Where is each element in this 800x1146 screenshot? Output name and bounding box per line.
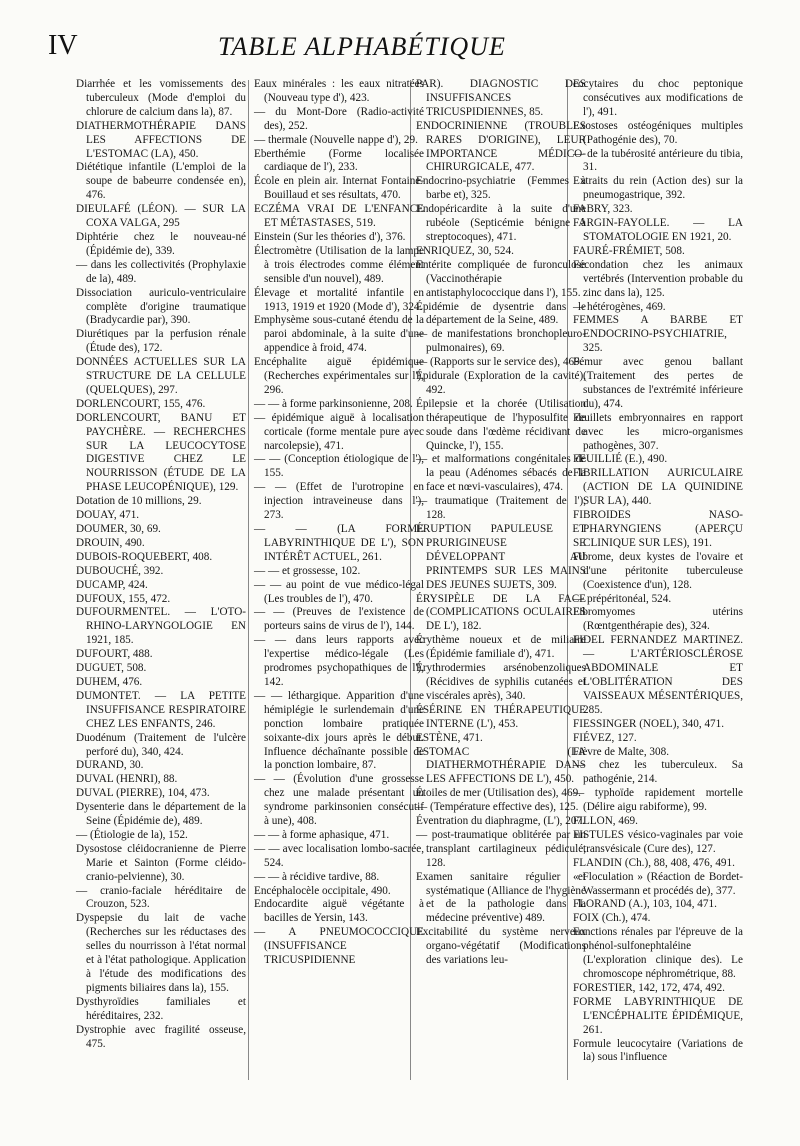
index-entry: Excitabilité du système nerveux organo-végétatif (Modifications des variations leu- [416, 926, 586, 967]
index-entry: ÉSÉRINE EN THÉRAPEUTIQUE INTERNE (L'), 453. [416, 703, 586, 730]
index-entry: FEMMES A BARBE ET ENDOCRINO-PSYCHIATRIE, 325. [573, 314, 743, 355]
index-entry: DIEULAFÉ (LÉON). — SUR LA COXA VALGA, 295 [76, 203, 246, 230]
index-entry: Érythrodermies arsénobenzoliques (Récidives de syphilis cutanées et viscérales après), 340. [416, 662, 586, 702]
index-entry: Fémur avec genou ballant (Traitement des pertes de substances de l'extrémité inférieure du), 474. [573, 356, 743, 410]
index-entry: Étoiles de mer (Utilisation des), 469. [416, 787, 581, 800]
index-entry: Électromètre (Utilisation de la lampe à trois électrodes comme élément sensible d'un nouvel), 489. [254, 244, 424, 285]
index-entry: Entérite compliquée de furonculose (Vaccinothérapie antistaphylococcique dans l'), 155. [416, 258, 586, 299]
index-entry: ÉRUPTION PAPULEUSE ET PRURIGINEUSE SE DÉVELOPPANT AU PRINTEMPS SUR LES MAINS DES JEUNES SUJETS, 309. [416, 523, 586, 591]
index-entry: — — (LA FORME LABYRINTHIQUE DE L'), SON INTÉRÊT ACTUEL, 261. [254, 523, 424, 563]
index-entry: Einstein (Sur les théories d'), 376. [254, 230, 406, 243]
index-entry: — (Température effective des), 125. [416, 801, 579, 814]
index-entry: Encéphalite aiguë épidémique (Recherches expérimentales sur l'), 296. [254, 356, 424, 396]
column-divider [248, 80, 249, 1080]
index-entry: DUHEM, 476. [76, 675, 143, 688]
index-entry: — thermale (Nouvelle nappe d'), 29. [254, 133, 418, 146]
index-entry: — et malformations congénitales de la peau (Adénomes sébacés de la face et nœvi-vasculaires), 474. [416, 453, 586, 494]
index-entry: Dysenterie dans le département de la Seine (Épidémie de), 489. [76, 801, 246, 828]
index-entry: DOUMER, 30, 69. [76, 523, 161, 535]
index-entry: Érythème noueux et de miliaire (Épidémie familiale d'), 471. [416, 634, 586, 661]
page-folio: IV [48, 30, 78, 61]
index-entry: ENRIQUEZ, 30, 524. [416, 244, 514, 257]
index-entry: Formule leucocytaire (Variations de la) sous l'influence [573, 1037, 743, 1064]
index-entry: Diététique infantile (L'emploi de la soupe de babeurre condensée en), 476. [76, 161, 246, 202]
index-entry: DUBOUCHÉ, 392. [76, 564, 164, 577]
index-entry: — traumatique (Traitement de l'), 128. [416, 495, 586, 522]
index-entry: Dyspepsie du lait de vache (Recherches sur les réductases des selles du nourrisson à l'état normal et à l'état pathologique. Application à l'étude des modifications des pigments biliaires dans la), 155. [76, 912, 246, 994]
index-entry: FORME LABYRINTHIQUE DE L'ENCÉPHALITE ÉPIDÉMIQUE, 261. [573, 995, 743, 1036]
index-entry: Diarrhée et les vomissements des tuberculeux (Mode d'emploi du chlorure de calcium dans la), 87. [76, 78, 246, 118]
index-entry: DROUIN, 490. [76, 536, 145, 549]
index-entry: — post-traumatique oblitérée par un transplant cartilagineux pédiculé, 128. [416, 828, 586, 869]
index-entry: ESTÈNE, 471. [416, 731, 483, 744]
index-entry: FISTULES vésico-vaginales par voie transvésicale (Cure des), 127. [573, 828, 743, 855]
running-title: TABLE ALPHABÉTIQUE [218, 32, 506, 61]
index-entry: DUFOUX, 155, 472. [76, 592, 171, 605]
index-entry: FLANDIN (Ch.), 88, 408, 476, 491. [573, 856, 735, 869]
index-entry: Dissociation auriculo-ventriculaire complète d'origine traumatique (Bradycardie par), 390. [76, 286, 246, 327]
index-entry: DUBOIS-ROQUEBERT, 408. [76, 550, 213, 563]
index-entry: Fibrome, deux kystes de l'ovaire et d'une péritonite tuberculeuse (Coexistence d'un), 128. [573, 550, 743, 591]
index-entry: Feuillets embryonnaires en rapport avec les micro-organismes pathogènes, 307. [573, 411, 743, 452]
index-entry: École en plein air. Internat Fontaine-Bouillaud et ses résultats, 470. [254, 175, 424, 202]
index-entry: FLORAND (A.), 103, 104, 471. [573, 898, 717, 911]
index-entry: Dysostose cléidocranienne de Pierre Marie et Sainton (Forme cléido-cranio-pelvienne), 30. [76, 842, 246, 883]
index-entry: Fibromyomes utérins (Rœntgenthérapie des), 324. [573, 606, 743, 633]
index-entry: Exostoses ostéogéniques multiples (Pathogénie des), 70. [573, 119, 743, 146]
index-entry: Dysthyroïdies familiales et héréditaires, 232. [76, 995, 246, 1022]
index-entry: DUVAL (PIERRE), 104, 473. [76, 787, 210, 800]
index-entry: — de la tubérosité antérieure du tibia, 31. [573, 147, 743, 174]
index-entry: — — (Preuves de l'existence de porteurs sains de virus de l'), 144. [254, 606, 424, 633]
index-entry: — cranio-faciale héréditaire de Crouzon, 523. [76, 884, 246, 911]
index-entry: DORLENCOURT, 155, 476. [76, 397, 206, 410]
index-entry: Eaux minérales : les eaux nitratées (Nouveau type d'), 423. [254, 78, 424, 104]
index-entry: DONNÉES ACTUELLES SUR LA STRUCTURE DE LA CELLULE (QUELQUES), 297. [76, 356, 246, 396]
index-column-2 [254, 78, 424, 968]
index-entry: ESTOMAC (LA DIATHERMOTHÉRAPIE DANS LES AFFECTIONS DE L'), 450. [416, 745, 586, 786]
index-entry: — — léthargique. Apparition d'une hémiplégie le surlendemain d'une ponction lombaire pratiquée soixante-dix jours après le début. Influence déchaînante possible de la ponction lombaire, 87. [254, 689, 424, 772]
index-entry: Encéphalocèle occipitale, 490. [254, 884, 391, 897]
index-entry: FABRY, 323. [573, 203, 633, 216]
index-entry: Épidémie de dysentrie dans le département de la Seine, 489. [416, 300, 586, 327]
index-entry: — — à forme parkinsonienne, 208. [254, 397, 413, 410]
index-entry: FIDEL FERNANDEZ MARTINEZ. — L'ARTÉRIOSCLÉROSE ABDOMINALE ET L'OBLITÉRATION DES VAISSEAUX MÉSENTÉRIQUES, 285. [573, 634, 743, 716]
index-entry: FIBROIDES NASO-PHARYNGIENS (APERÇU CLINIQUE SUR LES), 191. [573, 509, 743, 549]
index-entry: ECZÉMA VRAI DE L'ENFANCE ET MÉTASTASES, 519. [254, 203, 424, 230]
index-entry: FIESSINGER (NOEL), 340, 471. [573, 717, 725, 730]
index-entry: Fonctions rénales par l'épreuve de la phénol-sulfonephtaléine (L'exploration clinique des). Le chromoscope néphrométrique, 88. [573, 926, 743, 980]
index-entry: Emphysème sous-cutané étendu de la paroi abdominale, à la suite d'une appendice à froid, 474. [254, 314, 424, 355]
index-entry: FAURÉ-FRÉMIET, 508. [573, 244, 685, 257]
index-entry: Duodénum (Traitement de l'ulcère perforé du), 340, 424. [76, 731, 246, 758]
index-entry: Diurétiques par la perfusion rénale (Étude des), 172. [76, 328, 246, 355]
index-entry: Épilepsie et la chorée (Utilisation thérapeutique de l'hyposulfite de soude dans l'œdème récidivant de Quincke, l'), 155. [416, 397, 586, 452]
index-entry: — — (Conception étiologique de l'), 155. [254, 453, 424, 480]
index-column-4 [573, 78, 743, 1065]
index-entry: — chez les tuberculeux. Sa pathogénie, 214. [573, 759, 743, 786]
index-entry: — — avec localisation lombo-sacrée, 524. [254, 842, 424, 869]
index-column-3 [416, 78, 586, 968]
index-entry: — prépéritonéal, 524. [573, 592, 672, 605]
index-entry: — dans les collectivités (Prophylaxie de la), 489. [76, 258, 246, 285]
index-entry: DORLENCOURT, BANU ET PAYCHÈRE. — RECHERCHES SUR LA LEUCOCYTOSE DIGESTIVE CHEZ LE NOURRISSON (ÉTUDE DE LA PHASE LEUCOPÉNIQUE), 129. [76, 411, 246, 494]
index-entry: Dotation de 10 millions, 29. [76, 495, 202, 508]
page-header [48, 30, 758, 70]
index-entry: ÉRYSIPÈLE DE LA FACE (COMPLICATIONS OCULAIRES DE L'), 182. [416, 592, 586, 633]
index-entry: ENDOCRINIENNE (TROUBLES RARES D'ORIGINE), LEUR IMPORTANCE MÉDICO-CHIRURGICALE, 477. [416, 119, 586, 174]
index-entry: — — au point de vue médico-légal (Les troubles de l'), 470. [254, 578, 424, 605]
index-entry: FEUILLIÉ (E.), 490. [573, 453, 668, 466]
index-entry: — (Rapports sur le service des), 469. [416, 356, 583, 369]
index-entry: « Floculation » (Réaction de Bordet-Wassermann et procédés de), 377. [573, 870, 743, 897]
index-entry: — du Mont-Dore (Radio-activité des), 252. [254, 105, 424, 132]
index-entry: — — et grossesse, 102. [254, 564, 361, 577]
index-entry: Diphtérie chez le nouveau-né (Épidémie de), 339. [76, 230, 246, 257]
index-entry: — — (Évolution d'une grossesse chez une malade présentant un syndrome parkinsonien consécutif à une), 408. [254, 773, 424, 828]
index-entry: — — à récidive tardive, 88. [254, 870, 380, 883]
index-entry: Extraits du rein (Action des) sur la pneumogastrique, 392. [573, 175, 743, 202]
index-entry: — hétérogènes, 469. [573, 300, 666, 313]
index-entry: Éventration du diaphragme, (L'), 207. [416, 815, 585, 828]
index-entry: FOIX (Ch.), 474. [573, 912, 651, 925]
index-entry: cocytaires du choc peptonique consécutives aux modifications de l'), 491. [573, 78, 743, 118]
index-entry: — typhoïde rapidement mortelle (Délire aigu rabiforme), 99. [573, 787, 743, 814]
index-entry: Fécondation chez les animaux vertébrés (Intervention probable du zinc dans la), 125. [573, 258, 743, 299]
index-column-1 [76, 78, 246, 1051]
index-entry: DUGUET, 508. [76, 662, 147, 675]
index-entry: Endocrino-psychiatrie (Femmes à barbe et), 325. [416, 175, 586, 202]
index-entry: DUCAMP, 424. [76, 578, 148, 591]
index-entry: DIATHERMOTHÉRAPIE DANS LES AFFECTIONS DE L'ESTOMAC (LA), 450. [76, 119, 246, 160]
index-entry: FARGIN-FAYOLLE. — LA STOMATOLOGIE EN 1921, 20. [573, 217, 743, 243]
index-entry: Dystrophie avec fragilité osseuse, 475. [76, 1023, 246, 1050]
index-entry: — — (Effet de l'urotropine en injection intraveineuse dans l'), 273. [254, 481, 424, 522]
index-entry: DOUAY, 471. [76, 509, 140, 522]
index-entry: — — dans leurs rapports avec l'expertise médico-légale (Les prodromes psychopathiques de l'), 142. [254, 634, 424, 688]
index-entry: — — à forme aphasique, 471. [254, 828, 390, 841]
index-entry: DUMONTET. — LA PETITE INSUFFISANCE RESPIRATOIRE CHEZ LES ENFANTS, 246. [76, 689, 246, 730]
index-entry: — A PNEUMOCOCCIQUE (INSUFFISANCE TRICUSPIDIENNE [254, 926, 424, 967]
index-entry: DURAND, 30. [76, 759, 144, 772]
index-entry: FILLON, 469. [573, 815, 638, 828]
index-entry: DUVAL (HENRI), 88. [76, 773, 178, 786]
index-entry: — de manifestations bronchopleuro-pulmonaires), 69. [416, 328, 586, 355]
index-entry: — épidémique aiguë à localisation corticale (forme mentale pure avec narcolepsie), 471. [254, 411, 424, 452]
index-entry: Endocardite aiguë végétante à bacilles de Yersin, 143. [254, 898, 424, 925]
index-entry: Fièvre de Malte, 308. [573, 745, 670, 758]
index-entry: Eberthémie (Forme localisée cardiaque de l'), 233. [254, 147, 424, 174]
index-entry: Examen sanitaire régulier et systématique (Alliance de l'hygiène et de la pathologie dans la médecine préventive) 489. [416, 870, 586, 925]
index-entry: PAR). DIAGNOSTIC DES INSUFFISANCES TRICUSPIDIENNES, 85. [416, 78, 586, 118]
index-entry: FORESTIER, 142, 172, 474, 492. [573, 981, 725, 994]
index-entry: Endopéricardite à la suite d'une rubéole (Septicémie bénigne à streptocoques), 471. [416, 203, 586, 243]
index-entry: DUFOURT, 488. [76, 648, 153, 661]
index-entry: Élevage et mortalité infantile en 1913, 1919 et 1920 (Mode d'), 324. [254, 286, 424, 313]
index-entry: FIÉVEZ, 127. [573, 731, 637, 744]
index-entry: DUFOURMENTEL. — L'OTO-RHINO-LARYNGOLOGIE EN 1921, 185. [76, 606, 246, 647]
index-entry: — (Étiologie de la), 152. [76, 828, 188, 841]
index-entry: Épidurale (Exploration de la cavité), 492. [416, 370, 586, 396]
index-entry: FIBRILLATION AURICULAIRE (ACTION DE LA QUINIDINE SUR LA), 440. [573, 467, 743, 508]
